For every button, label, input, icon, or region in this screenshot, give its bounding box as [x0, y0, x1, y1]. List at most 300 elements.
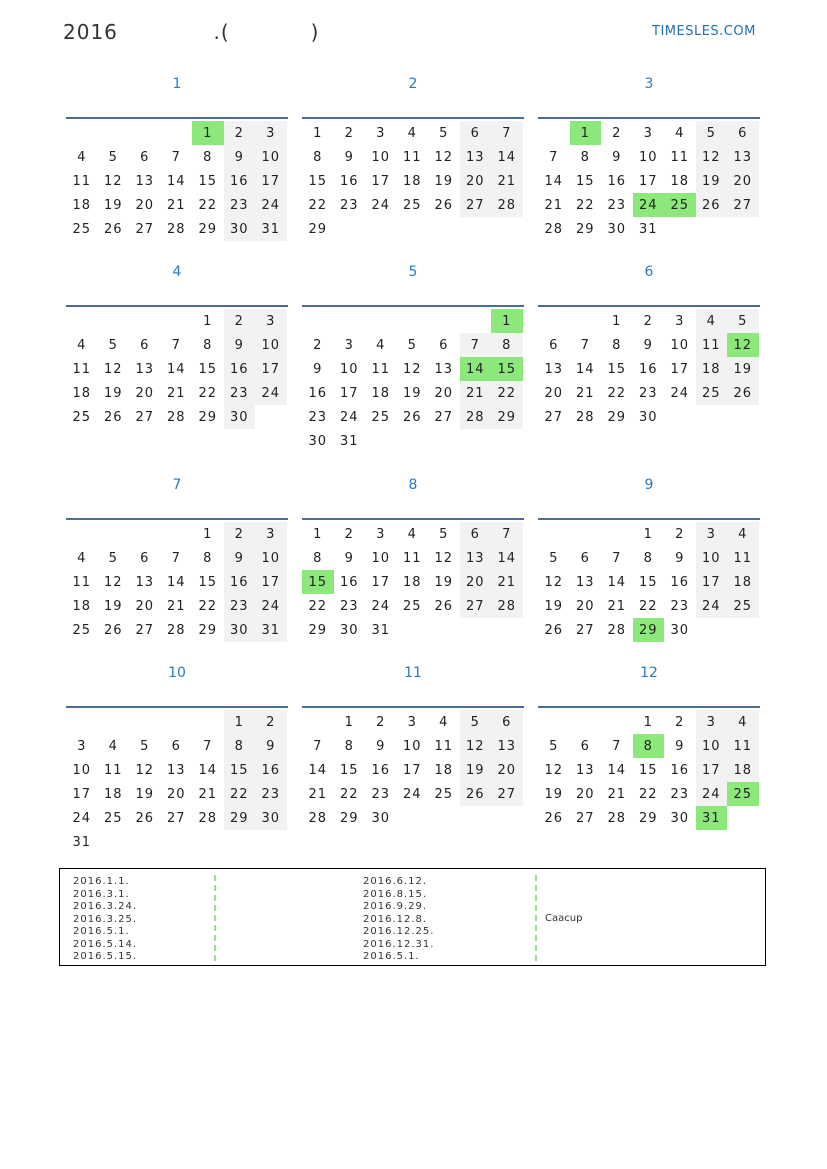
day-cell: 9 — [612, 149, 622, 165]
day-cell: 25 — [371, 409, 391, 425]
month-name: 11 — [404, 665, 422, 681]
day-cell: 10 — [255, 145, 287, 169]
day-cell: 14 — [607, 574, 627, 590]
day-cell: 14 — [544, 173, 564, 189]
day-cell: 11 — [727, 546, 759, 570]
day-cell: 21 — [607, 598, 627, 614]
day-cell: 6 — [140, 337, 150, 353]
holiday-day-cell: 29 — [633, 618, 665, 642]
month-name: 5 — [408, 264, 418, 280]
day-cell: 2 — [612, 125, 622, 141]
day-cell: 22 — [491, 381, 523, 405]
month-block — [538, 72, 760, 241]
day-cell: 22 — [224, 782, 256, 806]
day-cell: 30 — [224, 618, 256, 642]
day-cell: 18 — [371, 385, 391, 401]
day-cell: 27 — [727, 193, 759, 217]
day-cell: 7 — [491, 522, 523, 546]
day-cell: 13 — [727, 145, 759, 169]
day-cell: 22 — [308, 598, 328, 614]
month-grid — [538, 305, 760, 429]
day-cell: 13 — [135, 574, 155, 590]
day-cell: 1 — [203, 313, 213, 329]
day-cell: 13 — [544, 361, 564, 377]
day-cell: 8 — [313, 149, 323, 165]
holiday-list — [59, 868, 766, 966]
day-cell: 19 — [434, 173, 454, 189]
day-cell: 28 — [607, 810, 627, 826]
day-cell: 4 — [77, 149, 87, 165]
day-cell: 21 — [575, 385, 595, 401]
month-name: 9 — [644, 477, 654, 493]
holiday-day-cell: 1 — [570, 121, 602, 145]
day-cell: 16 — [224, 357, 256, 381]
day-cell: 16 — [255, 758, 287, 782]
day-cell: 10 — [638, 149, 658, 165]
month-block — [302, 260, 524, 453]
day-cell: 4 — [77, 337, 87, 353]
day-cell: 22 — [198, 197, 218, 213]
day-cell: 9 — [313, 361, 323, 377]
day-cell: 21 — [491, 570, 523, 594]
day-cell: 5 — [108, 149, 118, 165]
day-cell: 28 — [575, 409, 595, 425]
day-cell: 5 — [108, 337, 118, 353]
day-cell: 14 — [575, 361, 595, 377]
day-cell: 29 — [198, 221, 218, 237]
day-cell: 14 — [491, 145, 523, 169]
day-cell: 9 — [675, 550, 685, 566]
day-cell: 1 — [224, 710, 256, 734]
day-cell: 20 — [166, 786, 186, 802]
day-cell: 1 — [643, 714, 653, 730]
month-name: 6 — [644, 264, 654, 280]
site-logo-link[interactable]: TIMESLES.COM — [652, 24, 756, 39]
month-grid — [538, 706, 760, 830]
day-cell: 18 — [696, 357, 728, 381]
day-cell: 18 — [72, 385, 92, 401]
day-cell: 5 — [108, 550, 118, 566]
day-cell: 19 — [103, 197, 123, 213]
day-cell: 7 — [171, 550, 181, 566]
day-cell: 11 — [72, 574, 92, 590]
day-cell: 28 — [166, 221, 186, 237]
page-title: 2016 .( ) — [63, 20, 320, 44]
month-grid — [302, 706, 524, 830]
day-cell: 24 — [371, 598, 391, 614]
day-cell: 7 — [203, 738, 213, 754]
day-cell: 22 — [198, 385, 218, 401]
day-cell: 8 — [203, 149, 213, 165]
day-cell: 19 — [135, 786, 155, 802]
day-cell: 23 — [670, 598, 690, 614]
day-cell: 7 — [460, 333, 492, 357]
holiday-day-cell: 24 — [633, 193, 665, 217]
holiday-date: 2016.5.1. — [73, 926, 130, 937]
day-cell: 3 — [675, 313, 685, 329]
day-cell: 6 — [460, 522, 492, 546]
day-cell: 20 — [460, 169, 492, 193]
holiday-dates-column-2 — [363, 876, 434, 964]
day-cell: 20 — [575, 786, 595, 802]
day-cell: 29 — [491, 405, 523, 429]
day-cell: 13 — [434, 361, 454, 377]
month-grid — [302, 305, 524, 453]
day-cell: 26 — [103, 221, 123, 237]
day-cell: 16 — [224, 169, 256, 193]
month-block — [66, 260, 288, 429]
day-cell: 3 — [376, 125, 386, 141]
month-name: 2 — [408, 76, 418, 92]
day-cell: 14 — [166, 361, 186, 377]
day-cell: 15 — [308, 173, 328, 189]
day-cell: 25 — [434, 786, 454, 802]
month-name: 7 — [172, 477, 182, 493]
day-cell: 4 — [77, 550, 87, 566]
day-cell: 25 — [72, 622, 92, 638]
day-cell: 3 — [696, 522, 728, 546]
day-cell: 19 — [696, 169, 728, 193]
day-cell: 23 — [224, 193, 256, 217]
day-cell: 2 — [675, 714, 685, 730]
day-cell: 12 — [434, 149, 454, 165]
month-grid — [66, 706, 288, 854]
day-cell: 13 — [135, 173, 155, 189]
day-cell: 19 — [460, 758, 492, 782]
holiday-day-cell: 25 — [664, 193, 696, 217]
day-cell: 15 — [198, 173, 218, 189]
holiday-date: 2016.1.1. — [73, 876, 130, 887]
day-cell: 31 — [255, 618, 287, 642]
holiday-day-cell: 12 — [727, 333, 759, 357]
day-cell: 21 — [607, 786, 627, 802]
day-cell: 30 — [255, 806, 287, 830]
day-cell: 17 — [371, 173, 391, 189]
holiday-date: 2016.5.14. — [73, 938, 138, 950]
day-cell: 21 — [166, 385, 186, 401]
day-cell: 19 — [544, 598, 564, 614]
day-cell: 6 — [580, 738, 590, 754]
day-cell: 11 — [696, 333, 728, 357]
day-cell: 11 — [434, 738, 454, 754]
day-cell: 20 — [491, 758, 523, 782]
day-cell: 24 — [255, 193, 287, 217]
day-cell: 18 — [72, 598, 92, 614]
day-cell: 28 — [308, 810, 328, 826]
day-cell: 8 — [612, 337, 622, 353]
day-cell: 12 — [460, 734, 492, 758]
day-cell: 9 — [255, 734, 287, 758]
day-cell: 20 — [727, 169, 759, 193]
day-cell: 24 — [670, 385, 690, 401]
day-cell: 24 — [402, 786, 422, 802]
month-name: 1 — [172, 76, 182, 92]
day-cell: 6 — [549, 337, 559, 353]
day-cell: 9 — [643, 337, 653, 353]
day-cell: 7 — [491, 121, 523, 145]
day-cell: 26 — [434, 598, 454, 614]
day-cell: 17 — [255, 570, 287, 594]
day-cell: 27 — [460, 594, 492, 618]
day-cell: 15 — [339, 762, 359, 778]
day-cell: 13 — [491, 734, 523, 758]
day-cell: 4 — [696, 309, 728, 333]
month-block — [538, 661, 760, 830]
day-cell: 1 — [612, 313, 622, 329]
day-cell: 10 — [339, 361, 359, 377]
day-cell: 2 — [344, 125, 354, 141]
day-cell: 17 — [255, 169, 287, 193]
day-cell: 17 — [696, 570, 728, 594]
day-cell: 10 — [670, 337, 690, 353]
day-cell: 16 — [224, 570, 256, 594]
day-cell: 8 — [491, 333, 523, 357]
day-cell: 26 — [103, 622, 123, 638]
day-cell: 11 — [727, 734, 759, 758]
day-cell: 30 — [670, 810, 690, 826]
day-cell: 22 — [638, 786, 658, 802]
holiday-marker-bar — [214, 875, 216, 961]
holiday-day-cell: 31 — [696, 806, 728, 830]
holiday-date: 2016.8.15. — [363, 888, 428, 900]
day-cell: 23 — [224, 594, 256, 618]
month-block — [66, 72, 288, 241]
holiday-date: 2016.9.29. — [363, 901, 428, 912]
day-cell: 26 — [696, 193, 728, 217]
day-cell: 4 — [439, 714, 449, 730]
day-cell: 31 — [72, 834, 92, 850]
day-cell: 13 — [460, 546, 492, 570]
day-cell: 27 — [166, 810, 186, 826]
day-cell: 17 — [72, 786, 92, 802]
day-cell: 29 — [339, 810, 359, 826]
day-cell: 21 — [198, 786, 218, 802]
holiday-date: 2016.5.1. — [363, 951, 420, 962]
day-cell: 29 — [198, 409, 218, 425]
day-cell: 8 — [344, 738, 354, 754]
day-cell: 19 — [103, 385, 123, 401]
day-cell: 20 — [135, 598, 155, 614]
day-cell: 18 — [402, 574, 422, 590]
holiday-day-cell: 15 — [302, 570, 334, 594]
day-cell: 2 — [643, 313, 653, 329]
month-grid — [302, 518, 524, 642]
day-cell: 17 — [402, 762, 422, 778]
day-cell: 17 — [670, 361, 690, 377]
day-cell: 2 — [376, 714, 386, 730]
day-cell: 18 — [72, 197, 92, 213]
day-cell: 16 — [339, 574, 359, 590]
day-cell: 16 — [670, 762, 690, 778]
day-cell: 5 — [140, 738, 150, 754]
day-cell: 18 — [402, 173, 422, 189]
day-cell: 28 — [544, 221, 564, 237]
day-cell: 11 — [103, 762, 123, 778]
day-cell: 21 — [544, 197, 564, 213]
day-cell: 3 — [643, 125, 653, 141]
holiday-day-cell: 14 — [460, 357, 492, 381]
day-cell: 25 — [696, 381, 728, 405]
day-cell: 19 — [434, 574, 454, 590]
holiday-date: 2016.12.31. — [363, 938, 435, 950]
day-cell: 14 — [166, 574, 186, 590]
day-cell: 5 — [439, 125, 449, 141]
day-cell: 7 — [171, 337, 181, 353]
day-cell: 28 — [166, 409, 186, 425]
day-cell: 13 — [575, 574, 595, 590]
day-cell: 26 — [402, 409, 422, 425]
day-cell: 19 — [402, 385, 422, 401]
holiday-date: 2016.3.1. — [73, 888, 130, 900]
day-cell: 6 — [140, 550, 150, 566]
day-cell: 10 — [371, 149, 391, 165]
day-cell: 30 — [339, 622, 359, 638]
day-cell: 15 — [198, 574, 218, 590]
day-cell: 30 — [224, 217, 256, 241]
day-cell: 16 — [670, 574, 690, 590]
day-cell: 14 — [198, 762, 218, 778]
day-cell: 1 — [344, 714, 354, 730]
day-cell: 16 — [308, 385, 328, 401]
day-cell: 10 — [72, 762, 92, 778]
day-cell: 5 — [407, 337, 417, 353]
day-cell: 24 — [255, 594, 287, 618]
day-cell: 20 — [544, 385, 564, 401]
day-cell: 7 — [612, 738, 622, 754]
day-cell: 7 — [580, 337, 590, 353]
day-cell: 9 — [675, 738, 685, 754]
day-cell: 12 — [103, 361, 123, 377]
month-block — [302, 72, 524, 241]
day-cell: 24 — [72, 810, 92, 826]
day-cell: 27 — [434, 409, 454, 425]
day-cell: 26 — [135, 810, 155, 826]
day-cell: 2 — [313, 337, 323, 353]
day-cell: 7 — [549, 149, 559, 165]
day-cell: 25 — [402, 598, 422, 614]
day-cell: 8 — [203, 337, 213, 353]
day-cell: 16 — [638, 361, 658, 377]
day-cell: 3 — [77, 738, 87, 754]
day-cell: 4 — [407, 125, 417, 141]
day-cell: 4 — [108, 738, 118, 754]
day-cell: 18 — [727, 570, 759, 594]
day-cell: 23 — [308, 409, 328, 425]
day-cell: 29 — [638, 810, 658, 826]
day-cell: 11 — [670, 149, 690, 165]
day-cell: 22 — [198, 598, 218, 614]
day-cell: 19 — [727, 357, 759, 381]
day-cell: 5 — [696, 121, 728, 145]
day-cell: 3 — [696, 710, 728, 734]
day-cell: 22 — [638, 598, 658, 614]
day-cell: 15 — [638, 574, 658, 590]
day-cell: 10 — [696, 546, 728, 570]
day-cell: 16 — [339, 173, 359, 189]
holiday-day-cell: 1 — [192, 121, 224, 145]
day-cell: 17 — [339, 385, 359, 401]
day-cell: 21 — [460, 381, 492, 405]
day-cell: 9 — [224, 145, 256, 169]
day-cell: 22 — [575, 197, 595, 213]
month-block — [302, 473, 524, 642]
holiday-date: 2016.12.8. — [363, 913, 428, 925]
day-cell: 24 — [339, 409, 359, 425]
month-name: 4 — [172, 264, 182, 280]
day-cell: 19 — [544, 786, 564, 802]
day-cell: 25 — [103, 810, 123, 826]
month-grid — [66, 518, 288, 642]
day-cell: 2 — [224, 309, 256, 333]
day-cell: 23 — [670, 786, 690, 802]
day-cell: 9 — [224, 546, 256, 570]
month-grid — [302, 117, 524, 241]
day-cell: 1 — [313, 526, 323, 542]
day-cell: 25 — [402, 197, 422, 213]
holiday-day-cell: 25 — [727, 782, 759, 806]
day-cell: 12 — [135, 762, 155, 778]
day-cell: 20 — [135, 197, 155, 213]
day-cell: 2 — [675, 526, 685, 542]
day-cell: 10 — [402, 738, 422, 754]
day-cell: 5 — [460, 710, 492, 734]
day-cell: 18 — [727, 758, 759, 782]
day-cell: 27 — [575, 810, 595, 826]
day-cell: 30 — [607, 221, 627, 237]
day-cell: 14 — [491, 546, 523, 570]
day-cell: 12 — [544, 574, 564, 590]
day-cell: 16 — [607, 173, 627, 189]
day-cell: 23 — [339, 598, 359, 614]
day-cell: 12 — [434, 550, 454, 566]
month-block — [538, 260, 760, 429]
day-cell: 6 — [171, 738, 181, 754]
day-cell: 28 — [198, 810, 218, 826]
day-cell: 23 — [638, 385, 658, 401]
day-cell: 4 — [376, 337, 386, 353]
day-cell: 24 — [696, 594, 728, 618]
holiday-day-cell: 8 — [633, 734, 665, 758]
holiday-date: 2016.6.12. — [363, 876, 428, 887]
month-block — [66, 661, 288, 854]
holiday-date: 2016.3.24. — [73, 901, 138, 912]
day-cell: 30 — [371, 810, 391, 826]
day-cell: 16 — [371, 762, 391, 778]
day-cell: 2 — [255, 710, 287, 734]
day-cell: 14 — [308, 762, 328, 778]
day-cell: 7 — [612, 550, 622, 566]
day-cell: 15 — [607, 361, 627, 377]
day-cell: 3 — [255, 121, 287, 145]
day-cell: 27 — [135, 221, 155, 237]
day-cell: 13 — [135, 361, 155, 377]
day-cell: 3 — [255, 309, 287, 333]
day-cell: 20 — [460, 570, 492, 594]
day-cell: 7 — [171, 149, 181, 165]
day-cell: 30 — [224, 405, 256, 429]
day-cell: 15 — [198, 361, 218, 377]
day-cell: 28 — [166, 622, 186, 638]
day-cell: 6 — [580, 550, 590, 566]
day-cell: 26 — [103, 409, 123, 425]
day-cell: 31 — [339, 433, 359, 449]
day-cell: 18 — [670, 173, 690, 189]
day-cell: 10 — [696, 734, 728, 758]
day-cell: 1 — [313, 125, 323, 141]
day-cell: 10 — [255, 546, 287, 570]
day-cell: 25 — [72, 409, 92, 425]
day-cell: 7 — [313, 738, 323, 754]
